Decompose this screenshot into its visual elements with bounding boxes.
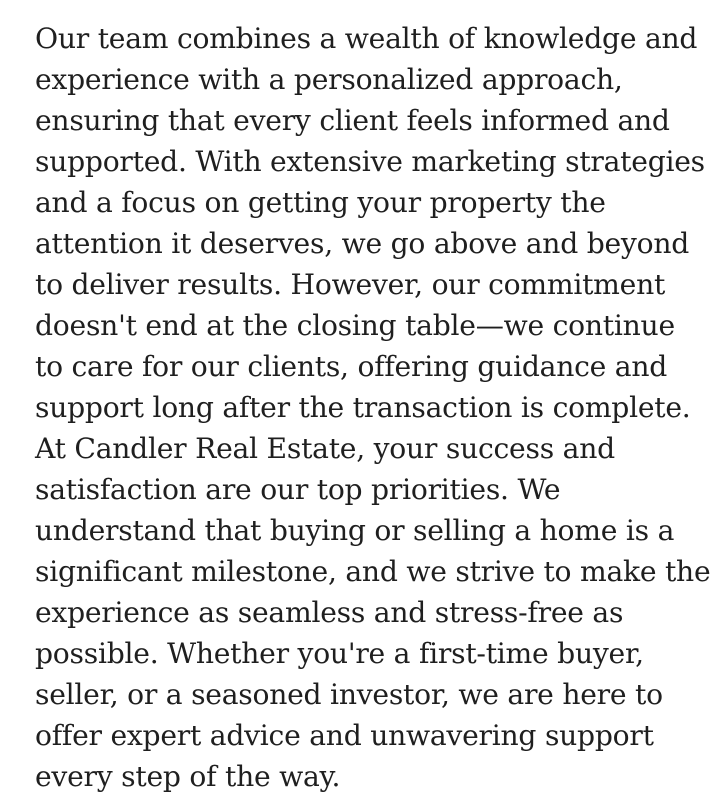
paragraph-line: ensuring that every client feels informed and (35, 104, 670, 137)
paragraph-line: Our team combines a wealth of knowledge and (35, 22, 698, 55)
paragraph-line: seller, or a seasoned investor, we are here to (35, 678, 663, 711)
paragraph-line: At Candler Real Estate, your success and (35, 432, 615, 465)
paragraph-line: attention it deserves, we go above and beyond (35, 227, 690, 260)
paragraph-line: experience with a personalized approach, (35, 63, 623, 96)
about-paragraph (35, 18, 711, 797)
paragraph-line: doesn't end at the closing table—we continue (35, 309, 675, 342)
paragraph-line: to deliver results. However, our commitment (35, 268, 666, 301)
paragraph-line: supported. With extensive marketing strategies (35, 145, 705, 178)
paragraph-line: significant milestone, and we strive to make the (35, 555, 711, 588)
paragraph-line: understand that buying or selling a home is a (35, 514, 675, 547)
paragraph-line: and a focus on getting your property the (35, 186, 606, 219)
paragraph-line: support long after the transaction is complete. (35, 391, 691, 424)
paragraph-line: every step of the way. (35, 760, 341, 793)
paragraph-line: possible. Whether you're a first-time buyer, (35, 637, 644, 670)
paragraph-line: to care for our clients, offering guidance and (35, 350, 668, 383)
paragraph-line: offer expert advice and unwavering support (35, 719, 654, 752)
paragraph-line: experience as seamless and stress-free as (35, 596, 624, 629)
paragraph-line: satisfaction are our top priorities. We (35, 473, 561, 506)
